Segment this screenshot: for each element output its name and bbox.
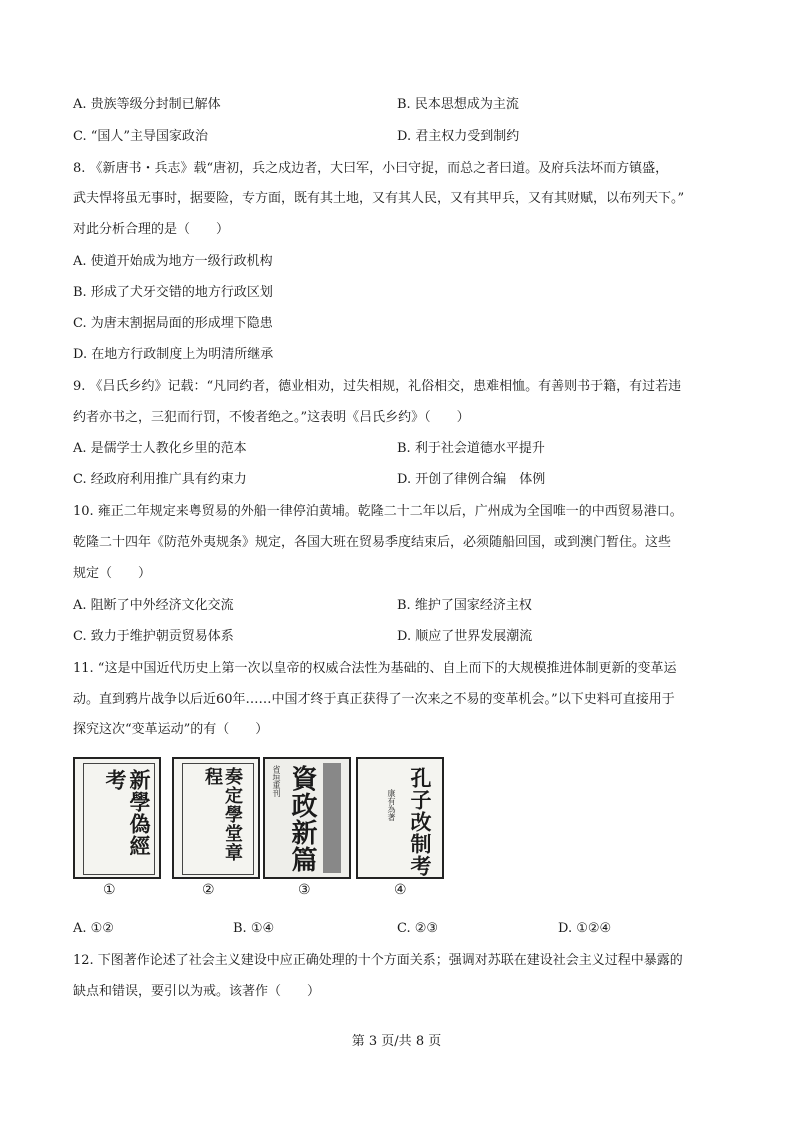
q10-option-d: D. 顺应了世界发展潮流 bbox=[397, 629, 533, 644]
q9-option-d: D. 开创了律例合编 体例 bbox=[397, 472, 546, 487]
q7-option-a: A. 贵族等级分封制已解体 bbox=[73, 97, 221, 112]
q8-stem-line1: 8. 《新唐书・兵志》载“唐初，兵之戍边者，大曰军，小曰守捉，而总之者曰道。及府兵法坏而方镇盛， bbox=[73, 161, 669, 176]
q11-option-d: D. ①②④ bbox=[558, 921, 612, 936]
book-cover-3 bbox=[263, 757, 351, 879]
q7-option-c: C. “国人”主导国家政治 bbox=[73, 129, 209, 144]
q8-stem-line3: 对此分析合理的是（ ） bbox=[73, 222, 230, 237]
q11-option-a: A. ①② bbox=[73, 921, 114, 936]
q9-option-b: B. 利于社会道德水平提升 bbox=[397, 441, 545, 456]
book-cover-3-title: 資政新篇 bbox=[287, 765, 317, 873]
q10-stem-line1: 10. 雍正二年规定来粤贸易的外船一律停泊黄埔。乾隆二十二年以后，广州成为全国唯一的中西贸易港口。 bbox=[73, 504, 683, 519]
book-cover-1-title: 新學偽經考 bbox=[103, 769, 152, 857]
q9-stem-line2: 约者亦书之，三犯而行罚，不悛者绝之。”这表明《吕氏乡约》（ ） bbox=[73, 410, 470, 425]
q11-stem-line2: 动。直到鸦片战争以后近60年……中国才终于真正获得了一次来之不易的变革机会。”以下史料可直接用于 bbox=[73, 692, 675, 707]
book-cover-2 bbox=[172, 757, 260, 879]
page-footer: 第 3 页/共 8 页 bbox=[351, 1034, 442, 1049]
book-cover-4-title: 孔子改制考 bbox=[408, 767, 433, 877]
q9-stem-line1: 9. 《吕氏乡约》记载：“凡同约者，德业相劝，过失相规，礼俗相交，患难相恤。有善则书于籍，有过若违 bbox=[73, 379, 682, 394]
q10-stem-line3: 规定（ ） bbox=[73, 566, 152, 581]
book-cover-2-title: 奏定學堂章程 bbox=[202, 767, 243, 862]
book-number-4: ④ bbox=[394, 882, 407, 898]
q11-stem-line3: 探究这次“变革运动”的有（ ） bbox=[73, 722, 269, 737]
q11-stem-line1: 11. “这是中国近代历史上第一次以皇帝的权威合法性为基础的、自上而下的大规模推进体制更新的变革运 bbox=[73, 661, 677, 676]
q10-option-a: A. 阻断了中外经济文化交流 bbox=[73, 598, 234, 613]
q8-option-b: B. 形成了犬牙交错的地方行政区划 bbox=[73, 285, 273, 300]
book-number-2: ② bbox=[202, 882, 215, 898]
q8-option-a: A. 使道开始成为地方一级行政机构 bbox=[73, 254, 273, 269]
q7-option-d: D. 君主权力受到制约 bbox=[397, 129, 520, 144]
q9-option-a: A. 是儒学士人教化乡里的范本 bbox=[73, 441, 247, 456]
book-cover-4 bbox=[356, 757, 444, 879]
q10-option-c: C. 致力于维护朝贡贸易体系 bbox=[73, 629, 234, 644]
q10-option-b: B. 维护了国家经济主权 bbox=[397, 598, 532, 613]
q12-stem-line1: 12. 下图著作论述了社会主义建设中应正确处理的十个方面关系；强调对苏联在建设社会主义过程中暴露的 bbox=[73, 953, 683, 968]
q11-option-b: B. ①④ bbox=[233, 921, 275, 936]
q11-option-c: C. ②③ bbox=[397, 921, 439, 936]
book-cover-3-note: 省垣重刊 bbox=[272, 765, 281, 797]
q12-stem-line2: 缺点和错误，要引以为戒。该著作（ ） bbox=[73, 984, 321, 999]
book-number-1: ① bbox=[103, 882, 116, 898]
book-number-3: ③ bbox=[298, 882, 311, 898]
q8-option-d: D. 在地方行政制度上为明清所继承 bbox=[73, 347, 274, 362]
book-cover-1 bbox=[73, 757, 161, 879]
q9-option-c: C. 经政府利用推广具有约束力 bbox=[73, 472, 247, 487]
q8-stem-line2: 武夫悍将虽无事时，据要险，专方面，既有其土地，又有其人民，又有其甲兵，又有其财赋，以布列天下。” bbox=[73, 191, 685, 206]
book-cover-4-author: 康有為著 bbox=[387, 789, 396, 821]
q10-stem-line2: 乾隆二十四年《防范外夷规条》规定，各国大班在贸易季度结束后，必须随船回国，或到澳门暂住。这些 bbox=[73, 535, 672, 550]
q8-option-c: C. 为唐末割据局面的形成埋下隐患 bbox=[73, 316, 273, 331]
q7-option-b: B. 民本思想成为主流 bbox=[397, 97, 519, 112]
